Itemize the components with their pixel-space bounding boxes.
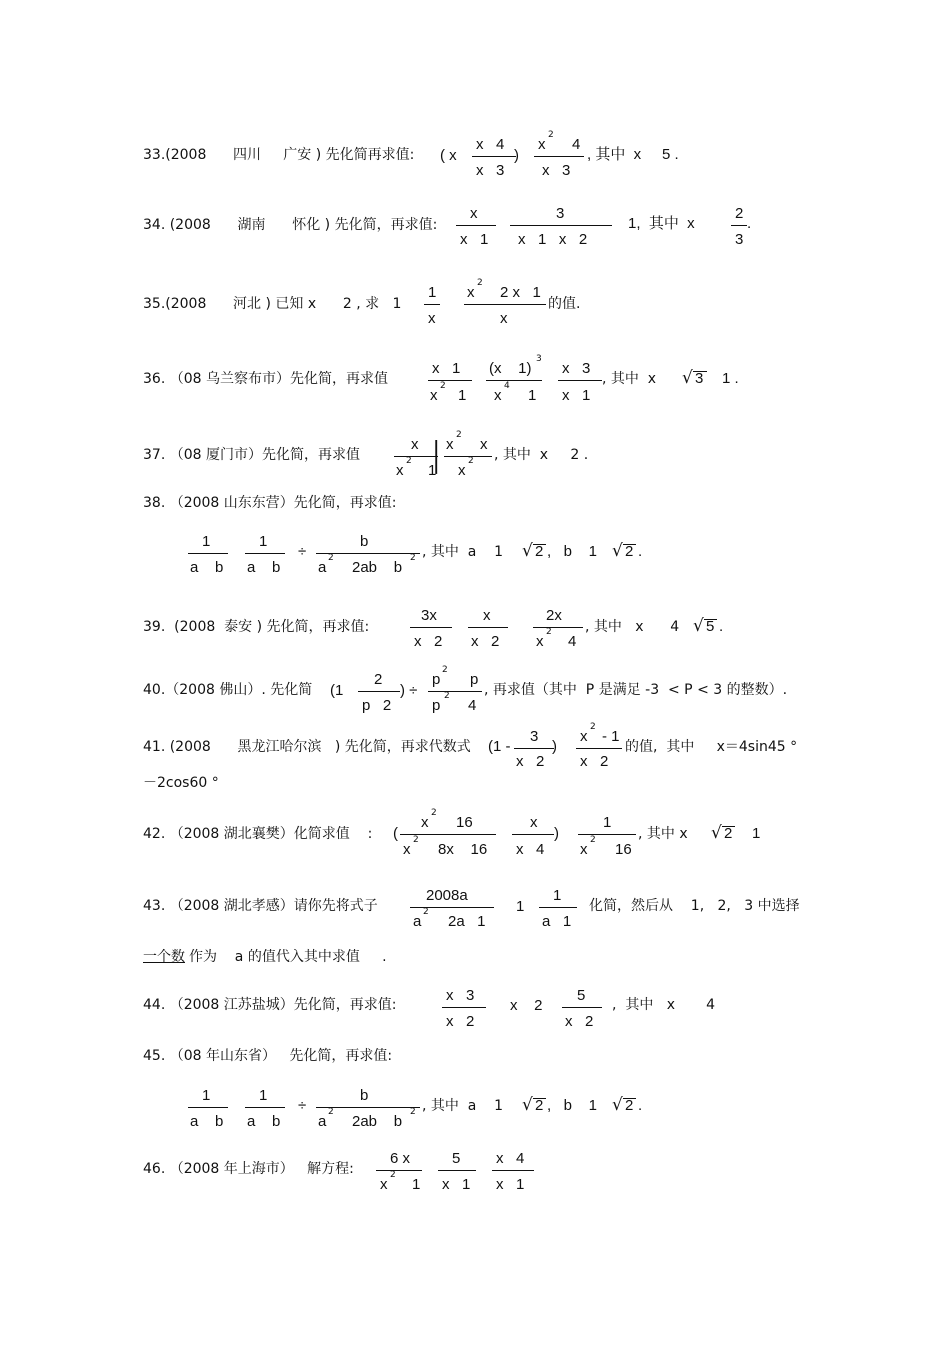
exponent: 2 <box>590 835 596 845</box>
radicand: 5 <box>706 618 715 635</box>
fraction-bar <box>464 304 546 305</box>
fraction-bar <box>486 380 542 381</box>
denominator: x 3 <box>476 162 505 179</box>
denominator: x 1 <box>496 1176 525 1193</box>
sqrt-icon: √ <box>612 1095 623 1115</box>
number: 1 <box>516 898 525 915</box>
divide-sign: ÷ <box>298 1097 307 1114</box>
condition: , 再求值（其中 P 是满足 -3 < P < 3 的整数）. <box>484 682 788 698</box>
numerator: x 3 <box>446 987 475 1004</box>
exponent: 2 <box>546 627 552 637</box>
fraction-bar <box>534 156 584 157</box>
radicand: 3 <box>695 370 704 387</box>
denominator: x <box>396 462 404 479</box>
paren: (1 - <box>488 738 511 755</box>
problem-label: 43. （2008 湖北孝感）请你先将式子 <box>143 898 378 914</box>
divide-sign: ÷ <box>298 543 307 560</box>
fraction-bar <box>578 834 636 835</box>
exponent: 2 <box>548 130 554 140</box>
numerator: x <box>421 814 429 831</box>
fraction-bar <box>188 1107 228 1108</box>
exponent: 2 <box>410 553 416 563</box>
fraction-bar <box>424 304 440 305</box>
numerator: 2 x 1 <box>500 284 541 301</box>
numerator: x <box>470 205 478 222</box>
condition: , 其中 a 1 <box>422 1098 504 1114</box>
fraction-bar <box>428 380 472 381</box>
paren: ( <box>393 825 398 842</box>
denominator: 8x 16 <box>438 841 488 858</box>
fraction-bar <box>428 691 482 692</box>
exponent: 2 <box>590 722 596 732</box>
exponent: 4 <box>504 381 510 391</box>
denominator: a b <box>247 559 281 576</box>
problem-label: 40.（2008 佛山）. 先化简 <box>143 682 313 698</box>
denominator: x 1 <box>460 231 489 248</box>
numerator: 1 <box>603 814 612 831</box>
radicand: 2 <box>625 543 634 560</box>
numerator: 1 <box>553 887 562 904</box>
condition: , 其中 x <box>638 826 688 842</box>
numerator: p <box>432 671 441 688</box>
exponent: 2 <box>328 1107 334 1117</box>
numerator: 1 <box>202 1087 211 1104</box>
denominator: 1 <box>528 387 537 404</box>
exponent: 2 <box>440 381 446 391</box>
denominator: x 4 <box>516 841 545 858</box>
problem-label: 44. （2008 江苏盐城）先化简，再求值: <box>143 997 397 1013</box>
denominator: x 3 <box>542 162 571 179</box>
condition: , 其中 x 4 <box>612 997 716 1013</box>
problem-label: 45. （08 年山东省） 先化简，再求值: <box>143 1048 393 1064</box>
exponent: 2 <box>477 278 483 288</box>
exponent: 2 <box>423 907 429 917</box>
denominator: a <box>318 559 327 576</box>
condition: 1 <box>752 825 761 842</box>
denominator: 2ab b <box>352 1113 403 1130</box>
numerator: - 1 <box>602 728 620 745</box>
numerator: 6 x <box>390 1150 411 1167</box>
exponent: 2 <box>406 456 412 466</box>
denominator: x <box>430 387 438 404</box>
denominator: x <box>380 1176 388 1193</box>
condition-continued: 作为 a 的值代入其中求值 . <box>189 949 387 965</box>
denominator: x 1 x 2 <box>518 231 588 248</box>
numerator: x <box>467 284 475 301</box>
denominator: 1 <box>458 387 467 404</box>
condition: 1 . <box>722 370 739 387</box>
period: . <box>719 618 724 635</box>
period: . <box>747 215 752 232</box>
numerator: x 3 <box>562 360 591 377</box>
paren: ) <box>514 147 519 164</box>
condition: , 其中 x <box>602 371 657 387</box>
exponent: 2 <box>444 691 450 701</box>
denominator: a b <box>247 1113 281 1130</box>
bracket-mark: | <box>433 435 440 475</box>
exponent: 2 <box>328 553 334 563</box>
numerator: x 4 <box>476 136 505 153</box>
condition: 的值. <box>548 296 581 312</box>
numerator: p <box>470 671 479 688</box>
problem-label: 34. (2008 湖南 怀化 ) 先化简，再求值: <box>143 217 438 233</box>
fraction-bar <box>468 627 508 628</box>
problem-label: 37. （08 厦门市）先化简，再求值 <box>143 447 360 463</box>
paren: (1 <box>330 682 344 699</box>
radicand: 2 <box>724 825 733 842</box>
problem-label: 36. （08 乌兰察布市）先化简，再求值 <box>143 371 388 387</box>
numerator: (x 1) <box>489 360 532 377</box>
problem-label: 42. （2008 湖北襄樊）化简求值 : <box>143 826 373 842</box>
problem-label: 39. (2008 泰安 ) 先化简，再求值: <box>143 619 370 635</box>
numerator: 3x <box>421 607 437 624</box>
denominator: a <box>413 913 422 930</box>
denominator: 4 <box>468 697 477 714</box>
numerator: x <box>480 436 488 453</box>
numerator: x <box>580 728 588 745</box>
exponent: 3 <box>536 354 542 364</box>
denominator: x 2 <box>580 753 609 770</box>
numerator: 1 <box>428 284 437 301</box>
fraction-bar <box>533 627 583 628</box>
denominator: 1 <box>428 462 437 479</box>
denominator: x <box>500 310 508 327</box>
condition: , 其中 x 5 . <box>587 146 679 163</box>
numerator: 1 <box>202 533 211 550</box>
sqrt-icon: √ <box>522 1095 533 1115</box>
denominator: 3 <box>735 231 744 248</box>
denominator: p 2 <box>362 697 392 714</box>
numerator: 2 <box>374 671 383 688</box>
numerator: 3 <box>556 205 565 222</box>
condition: , 其中 a 1 <box>422 544 504 560</box>
fraction-bar <box>731 225 747 226</box>
exponent: 2 <box>456 430 462 440</box>
underlined-text: 一个数 <box>143 949 185 965</box>
problem-label: 46. （2008 年上海市） 解方程: <box>143 1161 354 1177</box>
fraction-bar <box>456 225 496 226</box>
exponent: 2 <box>390 1170 396 1180</box>
denominator: 2ab b <box>352 559 403 576</box>
fraction-bar <box>188 553 228 554</box>
numerator: x 4 <box>496 1150 525 1167</box>
numerator: x <box>538 136 546 153</box>
period: . <box>638 543 643 560</box>
denominator: a b <box>190 1113 224 1130</box>
radicand: 2 <box>535 1097 544 1114</box>
paren: ) <box>552 738 557 755</box>
fraction-bar <box>245 1107 285 1108</box>
numerator: 5 <box>577 987 586 1004</box>
exponent: 2 <box>431 808 437 818</box>
problem-label: 41. (2008 黑龙江哈尔滨 ) 先化简，再求代数式 <box>143 739 471 755</box>
numerator: x <box>446 436 454 453</box>
numerator: 2x <box>546 607 562 624</box>
condition-continued: －2cos60 ° <box>143 775 219 791</box>
denominator: a <box>318 1113 327 1130</box>
numerator: 4 <box>572 136 581 153</box>
fraction-bar <box>358 691 400 692</box>
fraction-bar <box>539 907 577 908</box>
fraction-bar <box>514 748 554 749</box>
sqrt-icon: √ <box>693 616 704 636</box>
sqrt-icon: √ <box>682 368 693 388</box>
denominator: x <box>536 633 544 650</box>
condition: , 其中 x 4 <box>585 619 680 635</box>
denominator: x 2 <box>446 1013 475 1030</box>
numerator: 2008a <box>426 887 468 904</box>
denominator: x <box>580 841 588 858</box>
denominator: 1 <box>412 1176 421 1193</box>
numerator: 5 <box>452 1150 461 1167</box>
problem-label: 35.(2008 河北 ) 已知 x 2 , 求 1 <box>143 296 402 312</box>
fraction-bar <box>492 1170 534 1171</box>
fraction-bar <box>510 225 612 226</box>
denominator: x 1 <box>442 1176 471 1193</box>
fraction-bar <box>245 553 285 554</box>
denominator: x 2 <box>471 633 500 650</box>
denominator: a 1 <box>542 913 572 930</box>
denominator: 16 <box>615 841 632 858</box>
numerator: 3 <box>530 728 539 745</box>
fraction-bar <box>394 456 438 457</box>
denominator: x 1 <box>562 387 591 404</box>
sqrt-icon: √ <box>522 541 533 561</box>
denominator: a b <box>190 559 224 576</box>
fraction-bar <box>438 1170 476 1171</box>
numerator: 1 <box>259 1087 268 1104</box>
radicand: 2 <box>625 1097 634 1114</box>
numerator: 2 <box>735 205 744 222</box>
denominator: x 2 <box>516 753 545 770</box>
sqrt-icon: √ <box>612 541 623 561</box>
condition: , b 1 <box>547 1097 598 1114</box>
condition: , 其中 x 2 . <box>494 447 589 463</box>
exponent: 2 <box>442 665 448 675</box>
numerator: x 1 <box>432 360 461 377</box>
denominator: x <box>494 387 502 404</box>
fraction-bar <box>512 834 554 835</box>
exponent: 2 <box>468 456 474 466</box>
numerator: x <box>411 436 419 453</box>
problem-label: 38. （2008 山东东营）先化简，再求值: <box>143 495 397 511</box>
condition: , b 1 <box>547 543 598 560</box>
fraction-bar <box>376 1170 422 1171</box>
numerator: b <box>360 1087 369 1104</box>
exponent: 2 <box>413 835 419 845</box>
fraction-bar <box>472 156 516 157</box>
fraction-bar <box>562 1007 602 1008</box>
paren: ) <box>554 825 559 842</box>
exponent: 2 <box>410 1107 416 1117</box>
numerator: b <box>360 533 369 550</box>
denominator: 2a 1 <box>448 913 486 930</box>
numerator: 16 <box>456 814 473 831</box>
period: . <box>638 1097 643 1114</box>
condition: 的值, 其中 x＝4sin45 ° <box>625 739 798 755</box>
radicand: 2 <box>535 543 544 560</box>
denominator: 4 <box>568 633 577 650</box>
denominator: x <box>403 841 411 858</box>
fraction-bar <box>442 1007 486 1008</box>
fraction-bar <box>410 627 452 628</box>
numerator: x <box>483 607 491 624</box>
expression: x 2 <box>510 997 543 1014</box>
numerator: 1 <box>259 533 268 550</box>
paren: ( x <box>440 147 457 164</box>
denominator: p <box>432 697 441 714</box>
fraction-bar <box>576 748 622 749</box>
paren-divide: ) ÷ <box>400 682 418 699</box>
problem-label: 33.(2008 四川 广安 ) 先化简再求值: <box>143 147 415 163</box>
condition: 1, 其中 x <box>628 215 695 232</box>
denominator: x <box>458 462 466 479</box>
fraction-bar <box>558 380 602 381</box>
numerator: x <box>530 814 538 831</box>
denominator: x 2 <box>565 1013 594 1030</box>
condition: 化简，然后从 1, 2, 3 中选择 <box>589 898 800 914</box>
denominator: x <box>428 310 436 327</box>
denominator: x 2 <box>414 633 443 650</box>
sqrt-icon: √ <box>711 823 722 843</box>
